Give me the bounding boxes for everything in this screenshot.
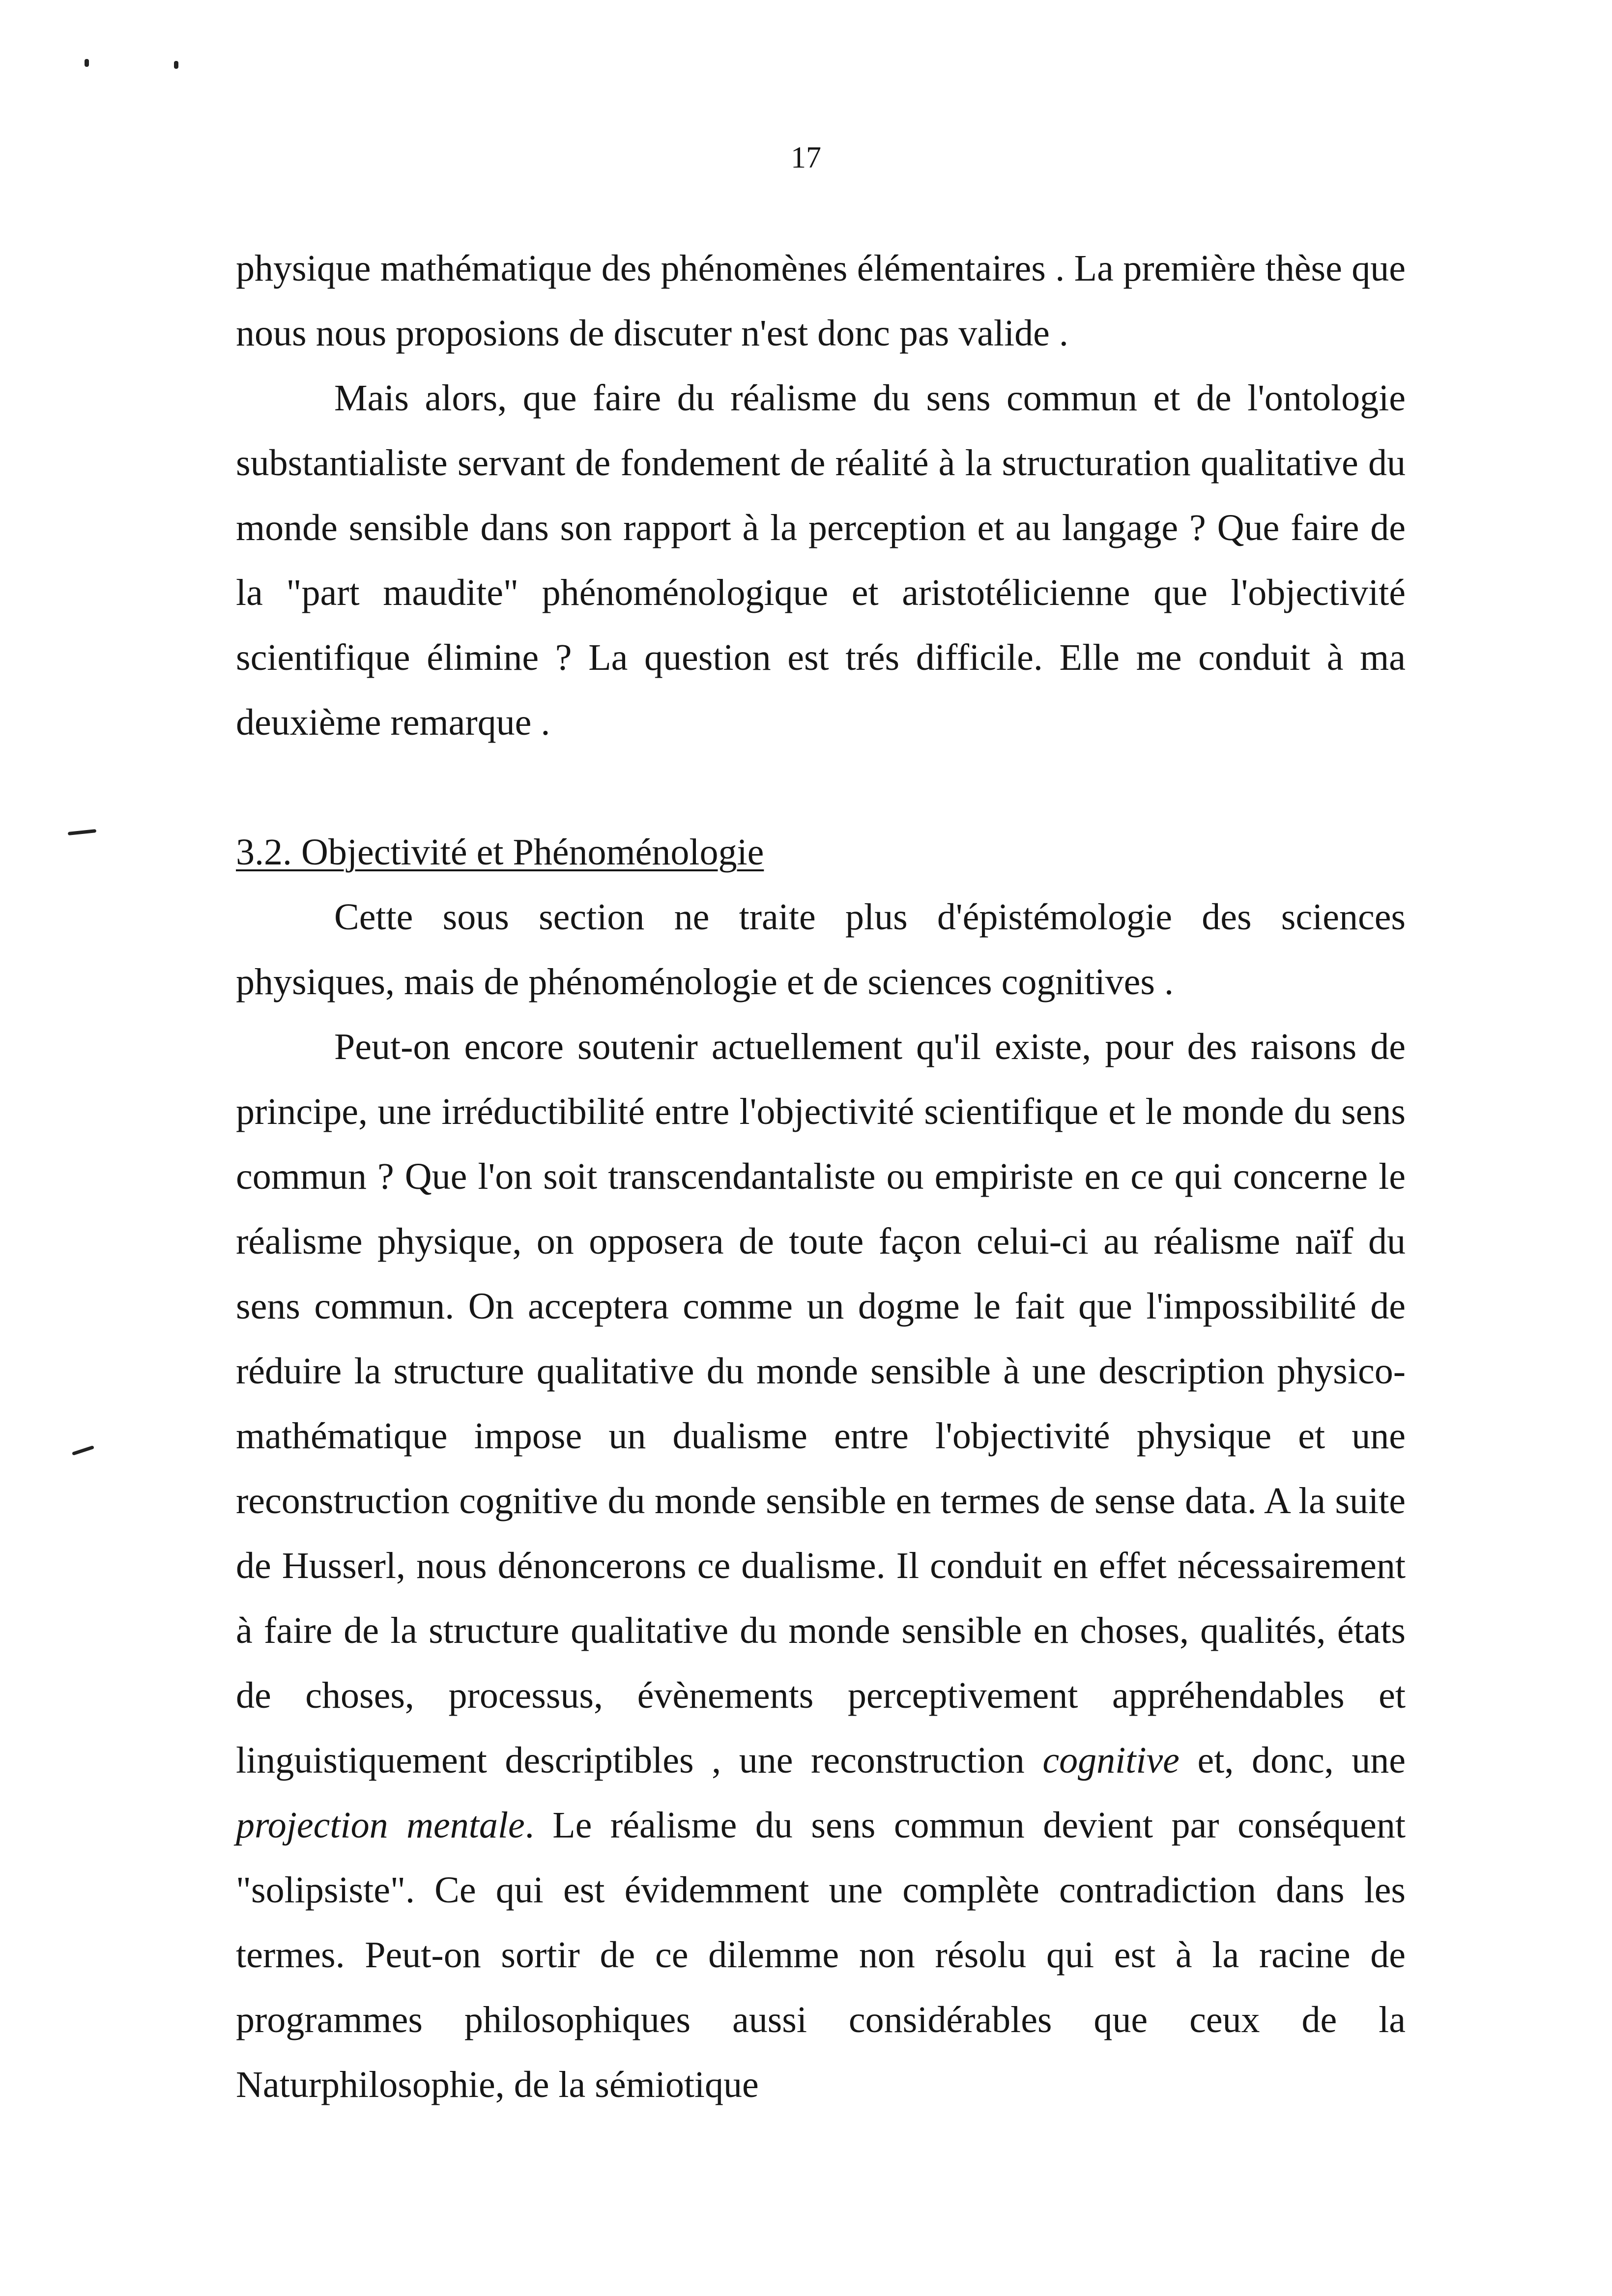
section-gap: [236, 755, 1406, 820]
section-heading: 3.2. Objectivité et Phénoménologie: [236, 832, 764, 873]
scan-speck: [174, 61, 178, 69]
text-segment: et, donc, une: [1179, 1740, 1406, 1781]
text-segment: Cette sous section ne traite plus d'épistémologie des sciences physiques, mais de phénoménologie et de sciences cognitives .: [236, 896, 1406, 1003]
text-segment: physique mathématique des phénomènes élémentaires . La première thèse que nous nous proposions de discuter n'est donc pas valide .: [236, 248, 1406, 354]
text-segment: Mais alors, que faire du réalisme du sens commun et de l'ontologie substantialiste servant de fondement de réalité à la structuration qualitative du monde sensible dans son rapport à la perception et au langage ? Que faire de la "part maudite" phénoménologique et aristotélicienne que l'objectivité scientifique élimine ? La question est trés difficile. Elle me conduit à ma deuxième remarque .: [236, 377, 1406, 743]
body-text: [236, 236, 1406, 2117]
paragraph: [236, 366, 1406, 755]
paragraph: [236, 236, 1406, 366]
italic-text: projection mentale: [236, 1805, 525, 1846]
paragraphs-before: [236, 236, 1406, 755]
scan-speck: [85, 59, 89, 67]
paragraph: [236, 885, 1406, 1014]
paragraph: [236, 1014, 1406, 2117]
text-segment: Peut-on encore soutenir actuellement qu'il existe, pour des raisons de principe, une irréductibilité entre l'objectivité scientifique et le monde du sens commun ? Que l'on soit transcendantaliste ou empiriste en ce qui concerne le réalisme physique, on opposera de toute façon celui-ci au réalisme naïf du sens commun. On acceptera comme un dogme le fait que l'impossibilité de réduire la structure qualitative du monde sensible à une description physico-mathématique impose un dualisme entre l'objectivité physique et une reconstruction cognitive du monde sensible en termes de sense data. A la suite de Husserl, nous dénoncerons ce dualisme. Il conduit en effet nécessairement à faire de la structure qualitative du monde sensible en choses, qualités, états de choses, processus, évènements perceptivement appréhendables et linguistiquement descriptibles , une reconstruction: [236, 1026, 1406, 1781]
italic-text: cognitive: [1042, 1740, 1180, 1781]
margin-mark: [72, 1445, 94, 1456]
text-segment: . Le réalisme du sens commun devient par conséquent "solipsiste". Ce qui est évidemment une complète contradiction dans les termes. Peut-on sortir de ce dilemme non résolu qui est à la racine de programmes philosophiques aussi considérables que ceux de la Naturphilosophie, de la sémiotique: [236, 1805, 1406, 2105]
margin-mark: [68, 829, 96, 835]
paragraphs-after: [236, 885, 1406, 2117]
page-number: 17: [791, 141, 821, 174]
